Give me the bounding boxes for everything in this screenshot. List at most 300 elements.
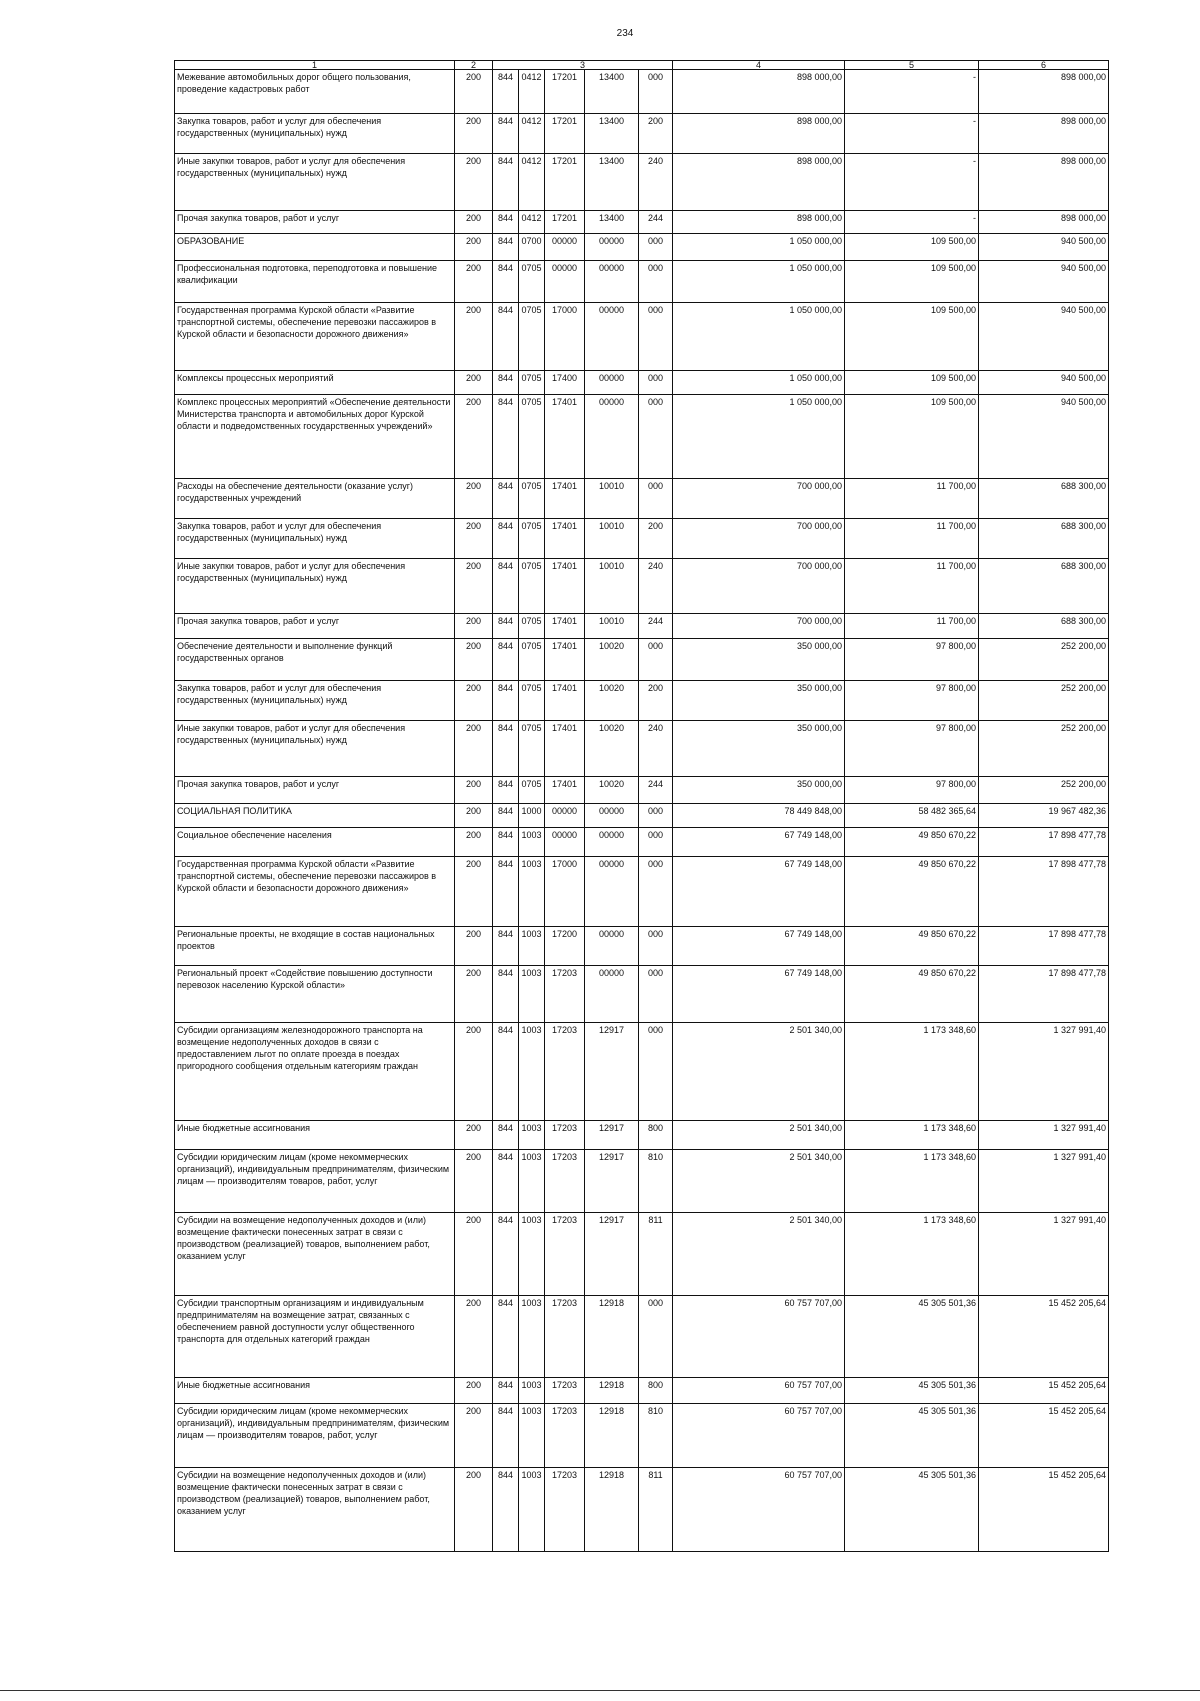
code-program: 00000: [545, 261, 585, 303]
code-ministry: 844: [493, 1468, 519, 1552]
code-direction: 10010: [585, 479, 639, 519]
code-admin: 200: [455, 804, 493, 828]
code-ministry: 844: [493, 966, 519, 1023]
code-direction: 10020: [585, 639, 639, 681]
code-admin: 200: [455, 828, 493, 857]
amount-col6: 940 500,00: [979, 261, 1109, 303]
amount-col5: 45 305 501,36: [845, 1404, 979, 1468]
amount-col6: 688 300,00: [979, 559, 1109, 614]
amount-col6: 252 200,00: [979, 681, 1109, 721]
amount-col6: 940 500,00: [979, 234, 1109, 261]
code-direction: 12917: [585, 1150, 639, 1213]
amount-col5: 11 700,00: [845, 559, 979, 614]
amount-col5: 1 173 348,60: [845, 1150, 979, 1213]
code-program: 17201: [545, 114, 585, 154]
code-section: 0700: [519, 234, 545, 261]
code-expense-type: 000: [639, 479, 673, 519]
code-section: 0705: [519, 777, 545, 804]
code-expense-type: 000: [639, 828, 673, 857]
code-admin: 200: [455, 479, 493, 519]
code-ministry: 844: [493, 559, 519, 614]
amount-col4: 350 000,00: [673, 777, 845, 804]
amount-col6: 1 327 991,40: [979, 1023, 1109, 1121]
code-section: 1003: [519, 828, 545, 857]
header-col-5: 5: [845, 61, 979, 70]
row-name: Субсидии юридическим лицам (кроме некоммерческих организаций), индивидуальным предпринимателям, физическим лицам — производителям товаров, работ, услуг: [175, 1404, 455, 1468]
amount-col6: 252 200,00: [979, 639, 1109, 681]
code-ministry: 844: [493, 721, 519, 777]
row-name: Закупка товаров, работ и услуг для обеспечения государственных (муниципальных) нужд: [175, 681, 455, 721]
amount-col4: 2 501 340,00: [673, 1023, 845, 1121]
row-name: Иные бюджетные ассигнования: [175, 1378, 455, 1404]
code-direction: 00000: [585, 804, 639, 828]
amount-col4: 1 050 000,00: [673, 395, 845, 479]
code-expense-type: 244: [639, 211, 673, 234]
row-name: Субсидии на возмещение недополученных доходов и (или) возмещение фактически понесенных затрат в связи с производством (реализацией) товаров, выполнением работ, оказанием услуг: [175, 1468, 455, 1552]
table-row: [175, 1404, 1109, 1468]
code-expense-type: 000: [639, 395, 673, 479]
code-expense-type: 240: [639, 154, 673, 211]
table-row: [175, 371, 1109, 395]
code-expense-type: 811: [639, 1468, 673, 1552]
amount-col4: 350 000,00: [673, 639, 845, 681]
code-program: 17203: [545, 1023, 585, 1121]
code-direction: 00000: [585, 828, 639, 857]
code-section: 0412: [519, 114, 545, 154]
code-direction: 10020: [585, 777, 639, 804]
amount-col4: 898 000,00: [673, 211, 845, 234]
code-section: 1000: [519, 804, 545, 828]
amount-col4: 2 501 340,00: [673, 1150, 845, 1213]
code-expense-type: 810: [639, 1404, 673, 1468]
code-admin: 200: [455, 114, 493, 154]
amount-col5: 49 850 670,22: [845, 857, 979, 927]
code-direction: 13400: [585, 114, 639, 154]
amount-col5: 109 500,00: [845, 261, 979, 303]
code-direction: 00000: [585, 261, 639, 303]
row-name: Субсидии юридическим лицам (кроме некоммерческих организаций), индивидуальным предпринимателям, физическим лицам — производителям товаров, работ, услуг: [175, 1150, 455, 1213]
code-ministry: 844: [493, 1296, 519, 1378]
header-col-1: 1: [175, 61, 455, 70]
row-name: Региональные проекты, не входящие в состав национальных проектов: [175, 927, 455, 966]
code-admin: 200: [455, 614, 493, 639]
code-direction: 12918: [585, 1468, 639, 1552]
table-row: [175, 614, 1109, 639]
amount-col4: 700 000,00: [673, 614, 845, 639]
table-row: [175, 927, 1109, 966]
table-row: [175, 777, 1109, 804]
code-expense-type: 000: [639, 857, 673, 927]
amount-col6: 17 898 477,78: [979, 857, 1109, 927]
code-section: 1003: [519, 1023, 545, 1121]
amount-col6: 898 000,00: [979, 70, 1109, 114]
table-row: [175, 1213, 1109, 1296]
code-program: 17203: [545, 1468, 585, 1552]
code-section: 1003: [519, 927, 545, 966]
table-row: [175, 1121, 1109, 1150]
code-ministry: 844: [493, 1023, 519, 1121]
row-name: Региональный проект «Содействие повышению доступности перевозок населению Курской области»: [175, 966, 455, 1023]
amount-col5: 11 700,00: [845, 479, 979, 519]
table-row: [175, 1296, 1109, 1378]
row-name: Комплекс процессных мероприятий «Обеспечение деятельности Министерства транспорта и автомобильных дорог Курской области и подведомственных государственных учреждений»: [175, 395, 455, 479]
code-direction: 12918: [585, 1404, 639, 1468]
code-section: 1003: [519, 1213, 545, 1296]
amount-col4: 78 449 848,00: [673, 804, 845, 828]
code-program: 17401: [545, 721, 585, 777]
table-row: [175, 1468, 1109, 1552]
row-name: Государственная программа Курской области «Развитие транспортной системы, обеспечение перевозки пассажиров в Курской области и безопасности дорожного движения»: [175, 857, 455, 927]
code-direction: 00000: [585, 303, 639, 371]
amount-col6: 15 452 205,64: [979, 1404, 1109, 1468]
code-admin: 200: [455, 966, 493, 1023]
code-expense-type: 000: [639, 966, 673, 1023]
header-col-6: 6: [979, 61, 1109, 70]
amount-col4: 60 757 707,00: [673, 1296, 845, 1378]
code-direction: 10020: [585, 681, 639, 721]
table-body: [175, 70, 1109, 1552]
amount-col4: 60 757 707,00: [673, 1404, 845, 1468]
code-direction: 10020: [585, 721, 639, 777]
amount-col6: 1 327 991,40: [979, 1121, 1109, 1150]
code-admin: 200: [455, 1213, 493, 1296]
code-admin: 200: [455, 1150, 493, 1213]
code-expense-type: 000: [639, 261, 673, 303]
amount-col6: 688 300,00: [979, 479, 1109, 519]
code-expense-type: 000: [639, 927, 673, 966]
code-section: 0705: [519, 559, 545, 614]
table-row: [175, 1150, 1109, 1213]
code-program: 17401: [545, 639, 585, 681]
row-name: Субсидии транспортным организациям и индивидуальным предпринимателям на возмещение затрат, связанных с обеспечением равной доступности услуг общественного транспорта для отдельных категорий граждан: [175, 1296, 455, 1378]
code-program: 17401: [545, 395, 585, 479]
code-section: 1003: [519, 1404, 545, 1468]
table-row: [175, 721, 1109, 777]
code-expense-type: 000: [639, 1023, 673, 1121]
table-row: [175, 154, 1109, 211]
code-admin: 200: [455, 559, 493, 614]
amount-col5: 97 800,00: [845, 721, 979, 777]
code-section: 0705: [519, 371, 545, 395]
code-direction: 12917: [585, 1121, 639, 1150]
table-row: [175, 395, 1109, 479]
code-ministry: 844: [493, 639, 519, 681]
amount-col4: 1 050 000,00: [673, 234, 845, 261]
amount-col5: -: [845, 114, 979, 154]
code-program: 17401: [545, 519, 585, 559]
row-name: Комплексы процессных мероприятий: [175, 371, 455, 395]
amount-col6: 17 898 477,78: [979, 828, 1109, 857]
code-section: 0705: [519, 721, 545, 777]
code-expense-type: 800: [639, 1121, 673, 1150]
code-section: 1003: [519, 1378, 545, 1404]
page-number: 234: [616, 28, 634, 39]
code-program: 00000: [545, 828, 585, 857]
code-ministry: 844: [493, 395, 519, 479]
code-direction: 13400: [585, 154, 639, 211]
code-direction: 13400: [585, 211, 639, 234]
code-ministry: 844: [493, 1213, 519, 1296]
code-admin: 200: [455, 721, 493, 777]
table-row: [175, 828, 1109, 857]
code-ministry: 844: [493, 234, 519, 261]
code-expense-type: 000: [639, 371, 673, 395]
code-direction: 00000: [585, 395, 639, 479]
table-row: [175, 234, 1109, 261]
amount-col4: 67 749 148,00: [673, 927, 845, 966]
code-section: 0705: [519, 681, 545, 721]
code-ministry: 844: [493, 1121, 519, 1150]
code-direction: 10010: [585, 614, 639, 639]
amount-col5: 1 173 348,60: [845, 1023, 979, 1121]
amount-col6: 898 000,00: [979, 114, 1109, 154]
row-name: Субсидии на возмещение недополученных доходов и (или) возмещение фактически понесенных затрат в связи с производством (реализацией) товаров, выполнением работ, оказанием услуг: [175, 1213, 455, 1296]
code-ministry: 844: [493, 70, 519, 114]
row-name: Закупка товаров, работ и услуг для обеспечения государственных (муниципальных) нужд: [175, 114, 455, 154]
code-direction: 00000: [585, 234, 639, 261]
code-admin: 200: [455, 211, 493, 234]
code-admin: 200: [455, 234, 493, 261]
row-name: Межевание автомобильных дорог общего пользования, проведение кадастровых работ: [175, 70, 455, 114]
code-admin: 200: [455, 1378, 493, 1404]
table-header-row: [175, 61, 1109, 70]
code-section: 1003: [519, 1296, 545, 1378]
table-row: [175, 1378, 1109, 1404]
code-direction: 12917: [585, 1213, 639, 1296]
code-expense-type: 200: [639, 681, 673, 721]
code-program: 00000: [545, 234, 585, 261]
code-section: 1003: [519, 857, 545, 927]
amount-col4: 898 000,00: [673, 154, 845, 211]
amount-col4: 67 749 148,00: [673, 828, 845, 857]
code-ministry: 844: [493, 479, 519, 519]
row-name: Иные закупки товаров, работ и услуг для обеспечения государственных (муниципальных) нужд: [175, 721, 455, 777]
code-direction: 00000: [585, 857, 639, 927]
amount-col5: 45 305 501,36: [845, 1296, 979, 1378]
amount-col5: 49 850 670,22: [845, 927, 979, 966]
amount-col4: 700 000,00: [673, 519, 845, 559]
amount-col4: 1 050 000,00: [673, 371, 845, 395]
code-program: 17203: [545, 1121, 585, 1150]
amount-col4: 350 000,00: [673, 681, 845, 721]
amount-col4: 898 000,00: [673, 70, 845, 114]
code-section: 1003: [519, 1121, 545, 1150]
code-program: 00000: [545, 804, 585, 828]
amount-col4: 1 050 000,00: [673, 303, 845, 371]
amount-col4: 60 757 707,00: [673, 1468, 845, 1552]
amount-col4: 2 501 340,00: [673, 1121, 845, 1150]
code-expense-type: 200: [639, 114, 673, 154]
amount-col5: -: [845, 154, 979, 211]
code-program: 17203: [545, 1296, 585, 1378]
code-section: 1003: [519, 1150, 545, 1213]
code-program: 17203: [545, 966, 585, 1023]
amount-col5: 109 500,00: [845, 303, 979, 371]
row-name: Государственная программа Курской области «Развитие транспортной системы, обеспечение перевозки пассажиров в Курской области и безопасности дорожного движения»: [175, 303, 455, 371]
table-row: [175, 1023, 1109, 1121]
row-name: Иные бюджетные ассигнования: [175, 1121, 455, 1150]
amount-col5: 97 800,00: [845, 639, 979, 681]
amount-col6: 898 000,00: [979, 211, 1109, 234]
amount-col4: 350 000,00: [673, 721, 845, 777]
amount-col6: 15 452 205,64: [979, 1296, 1109, 1378]
amount-col6: 940 500,00: [979, 303, 1109, 371]
code-section: 0705: [519, 479, 545, 519]
amount-col5: 49 850 670,22: [845, 966, 979, 1023]
code-ministry: 844: [493, 614, 519, 639]
code-expense-type: 240: [639, 721, 673, 777]
code-program: 17203: [545, 1378, 585, 1404]
table-row: [175, 966, 1109, 1023]
amount-col6: 1 327 991,40: [979, 1213, 1109, 1296]
code-program: 17201: [545, 70, 585, 114]
code-expense-type: 000: [639, 804, 673, 828]
row-name: Прочая закупка товаров, работ и услуг: [175, 614, 455, 639]
code-direction: 00000: [585, 927, 639, 966]
code-section: 0705: [519, 261, 545, 303]
amount-col4: 2 501 340,00: [673, 1213, 845, 1296]
code-expense-type: 240: [639, 559, 673, 614]
code-program: 17201: [545, 211, 585, 234]
code-expense-type: 800: [639, 1378, 673, 1404]
amount-col5: 97 800,00: [845, 681, 979, 721]
code-section: 0705: [519, 395, 545, 479]
code-admin: 200: [455, 261, 493, 303]
amount-col5: -: [845, 211, 979, 234]
row-name: Обеспечение деятельности и выполнение функций государственных органов: [175, 639, 455, 681]
code-program: 17200: [545, 927, 585, 966]
code-ministry: 844: [493, 371, 519, 395]
table-row: [175, 559, 1109, 614]
code-expense-type: 000: [639, 303, 673, 371]
amount-col6: 898 000,00: [979, 154, 1109, 211]
code-direction: 12918: [585, 1378, 639, 1404]
amount-col5: 45 305 501,36: [845, 1468, 979, 1552]
code-expense-type: 000: [639, 639, 673, 681]
code-program: 17401: [545, 479, 585, 519]
code-admin: 200: [455, 1404, 493, 1468]
code-expense-type: 000: [639, 1296, 673, 1378]
amount-col4: 700 000,00: [673, 559, 845, 614]
code-direction: 00000: [585, 966, 639, 1023]
row-name: Прочая закупка товаров, работ и услуг: [175, 211, 455, 234]
code-section: 0705: [519, 614, 545, 639]
code-ministry: 844: [493, 681, 519, 721]
amount-col5: 109 500,00: [845, 234, 979, 261]
code-section: 0705: [519, 303, 545, 371]
table-row: [175, 857, 1109, 927]
amount-col6: 17 898 477,78: [979, 927, 1109, 966]
amount-col4: 60 757 707,00: [673, 1378, 845, 1404]
code-expense-type: 000: [639, 70, 673, 114]
table-row: [175, 70, 1109, 114]
code-program: 17203: [545, 1150, 585, 1213]
amount-col6: 252 200,00: [979, 777, 1109, 804]
budget-table: [174, 60, 1109, 1552]
code-program: 17401: [545, 681, 585, 721]
row-name: Профессиональная подготовка, переподготовка и повышение квалификации: [175, 261, 455, 303]
code-ministry: 844: [493, 804, 519, 828]
code-expense-type: 810: [639, 1150, 673, 1213]
code-expense-type: 244: [639, 614, 673, 639]
code-direction: 00000: [585, 371, 639, 395]
code-ministry: 844: [493, 519, 519, 559]
code-section: 1003: [519, 1468, 545, 1552]
code-expense-type: 811: [639, 1213, 673, 1296]
row-name: ОБРАЗОВАНИЕ: [175, 234, 455, 261]
table-row: [175, 639, 1109, 681]
code-program: 17401: [545, 559, 585, 614]
code-ministry: 844: [493, 211, 519, 234]
code-admin: 200: [455, 927, 493, 966]
code-ministry: 844: [493, 828, 519, 857]
row-name: Иные закупки товаров, работ и услуг для обеспечения государственных (муниципальных) нужд: [175, 154, 455, 211]
code-section: 0705: [519, 519, 545, 559]
code-section: 0412: [519, 70, 545, 114]
code-admin: 200: [455, 371, 493, 395]
code-expense-type: 000: [639, 234, 673, 261]
page-bottom-border: [0, 1690, 1200, 1691]
code-admin: 200: [455, 1121, 493, 1150]
table-row: [175, 303, 1109, 371]
amount-col4: 67 749 148,00: [673, 966, 845, 1023]
amount-col6: 688 300,00: [979, 519, 1109, 559]
header-col-4: 4: [673, 61, 845, 70]
header-col-2: 2: [455, 61, 493, 70]
table-row: [175, 211, 1109, 234]
amount-col5: 11 700,00: [845, 614, 979, 639]
code-ministry: 844: [493, 1378, 519, 1404]
amount-col4: 898 000,00: [673, 114, 845, 154]
row-name: Социальное обеспечение населения: [175, 828, 455, 857]
table-row: [175, 261, 1109, 303]
amount-col6: 940 500,00: [979, 371, 1109, 395]
code-admin: 200: [455, 681, 493, 721]
row-name: Расходы на обеспечение деятельности (оказание услуг) государственных учреждений: [175, 479, 455, 519]
amount-col5: -: [845, 70, 979, 114]
row-name: Закупка товаров, работ и услуг для обеспечения государственных (муниципальных) нужд: [175, 519, 455, 559]
code-ministry: 844: [493, 261, 519, 303]
code-ministry: 844: [493, 927, 519, 966]
amount-col6: 15 452 205,64: [979, 1378, 1109, 1404]
amount-col6: 19 967 482,36: [979, 804, 1109, 828]
code-admin: 200: [455, 519, 493, 559]
code-admin: 200: [455, 857, 493, 927]
code-section: 0412: [519, 154, 545, 211]
code-ministry: 844: [493, 857, 519, 927]
code-direction: 10010: [585, 559, 639, 614]
code-program: 17000: [545, 857, 585, 927]
code-section: 0412: [519, 211, 545, 234]
code-ministry: 844: [493, 1404, 519, 1468]
code-program: 17401: [545, 777, 585, 804]
table-row: [175, 114, 1109, 154]
code-program: 17203: [545, 1213, 585, 1296]
row-name: Субсидии организациям железнодорожного транспорта на возмещение недополученных доходов в связи с предоставлением льгот по оплате проезда в поездах пригородного сообщения отдельным категориям граждан: [175, 1023, 455, 1121]
amount-col5: 1 173 348,60: [845, 1121, 979, 1150]
code-ministry: 844: [493, 114, 519, 154]
code-admin: 200: [455, 154, 493, 211]
code-admin: 200: [455, 777, 493, 804]
amount-col6: 15 452 205,64: [979, 1468, 1109, 1552]
table-row: [175, 519, 1109, 559]
code-admin: 200: [455, 1468, 493, 1552]
code-direction: 10010: [585, 519, 639, 559]
amount-col5: 45 305 501,36: [845, 1378, 979, 1404]
row-name: СОЦИАЛЬНАЯ ПОЛИТИКА: [175, 804, 455, 828]
code-direction: 12918: [585, 1296, 639, 1378]
amount-col5: 109 500,00: [845, 395, 979, 479]
